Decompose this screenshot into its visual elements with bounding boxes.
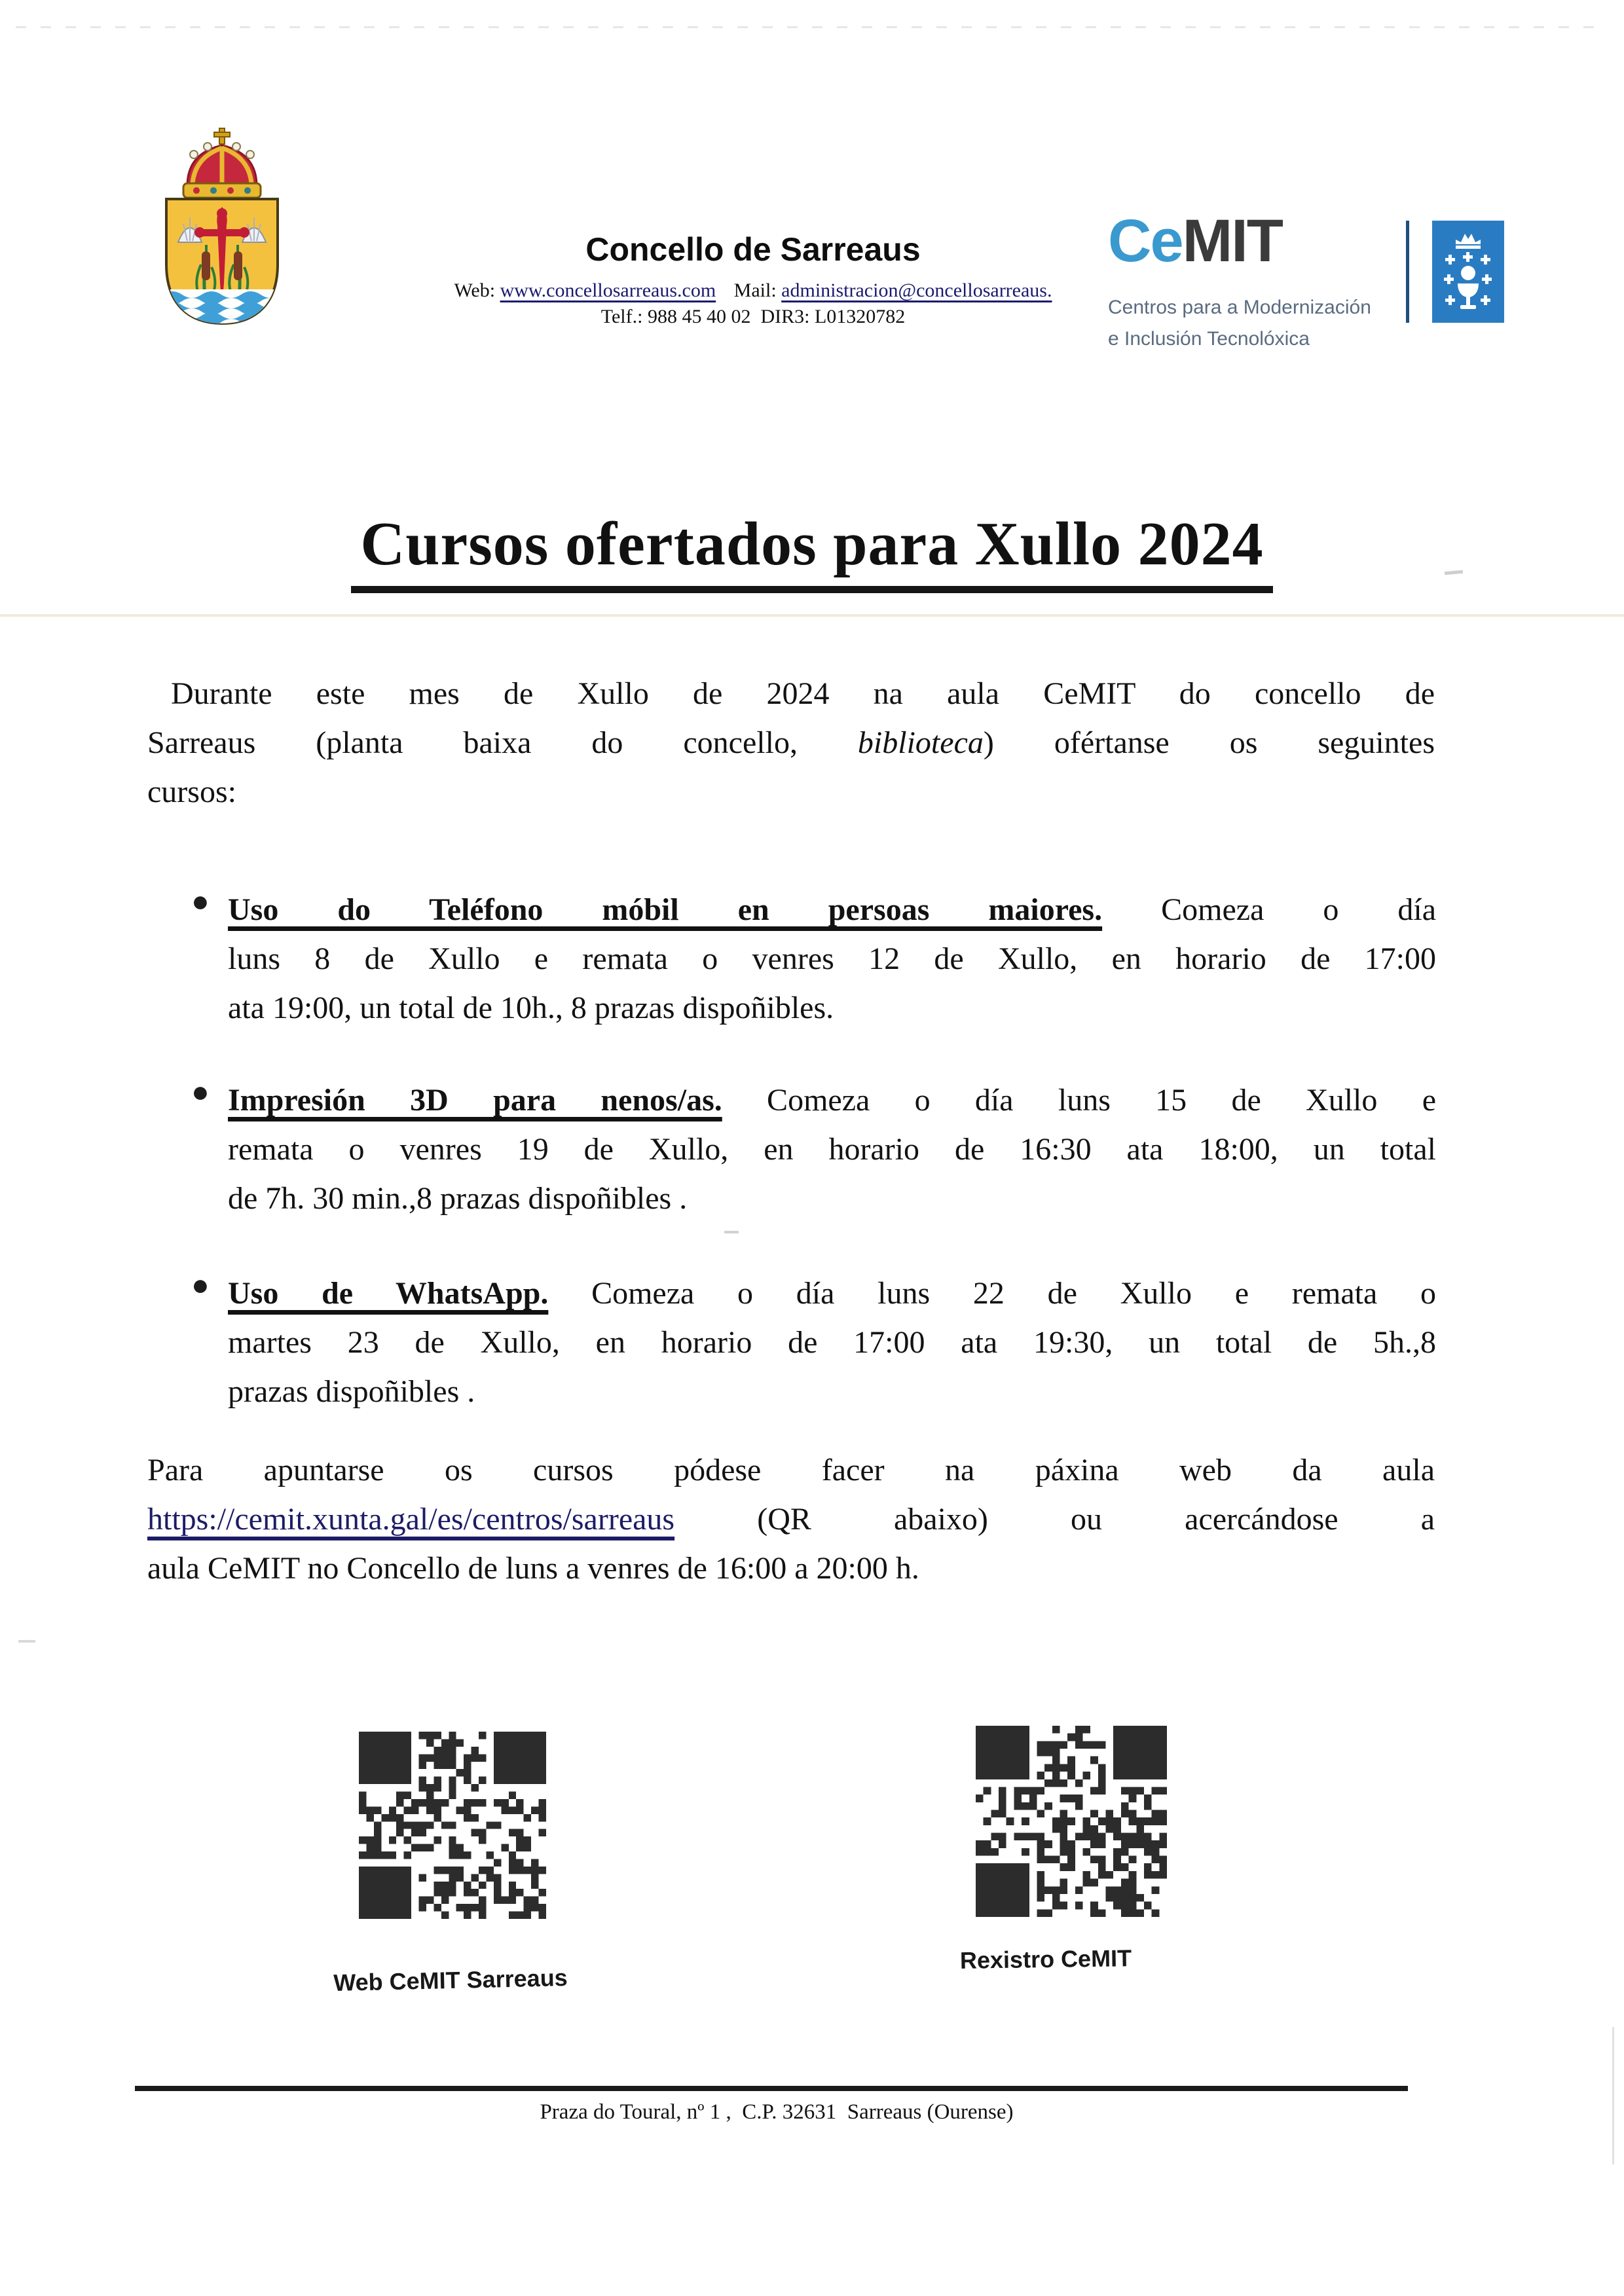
footer-address: Praza do Toural, nº 1 , C.P. 32631 Sarreaus (Ourense) (540, 2100, 1014, 2124)
emblem-host (1461, 266, 1475, 280)
course-1-line-1-rest: Comeza o día (1102, 892, 1437, 927)
footer-rule (135, 2086, 1408, 2091)
phone-dir3-line: Telf.: 988 45 40 02 DIR3: L01320782 (600, 306, 906, 327)
course-1-line-2: luns 8 de Xullo e remata o venres 12 de Xullo, en horario de 17:00 (228, 941, 1436, 976)
sarreaus-coat-of-arms (149, 126, 295, 330)
course-item-telefono-mobil (191, 884, 1437, 1032)
qr-code-web-cemit-sarreaus (359, 1730, 546, 1921)
scan-artifact-dots (724, 1231, 739, 1233)
bullet-icon: ● (191, 884, 210, 918)
intro-line-3: cursos: (147, 774, 236, 809)
course-2-title: Impresión 3D para nenos/as. (228, 1083, 722, 1118)
intro-line-2a: Sarreaus (planta baixa do concello, (147, 725, 858, 760)
scan-artifact-right-line (1612, 2027, 1614, 2164)
intro-line-2 (147, 718, 1435, 767)
registration-line-1: Para apuntarse os cursos pódese facer na páxina web da aula (147, 1453, 1435, 1487)
cemit-tagline-line2: e Inclusión Tecnolóxica (1108, 328, 1310, 350)
bullet-icon: ● (191, 1075, 210, 1108)
course-3-line-2: martes 23 de Xullo, en horario de 17:00 ata 19:30, un total de 5h.,8 (228, 1325, 1436, 1360)
cemit-centre-link[interactable]: https://cemit.xunta.gal/es/centros/sarreaus (147, 1502, 675, 1537)
course-2-line-2: remata o venres 19 de Xullo, en horario de 16:30 ata 18:00, un total (228, 1132, 1436, 1167)
course-1-line-3: ata 19:00, un total de 10h., 8 prazas dispoñibles. (228, 991, 834, 1025)
course-3-line-1 (228, 1269, 1436, 1318)
qr-caption-rexistro: Rexistro CeMIT (959, 1944, 1132, 1974)
registration-paragraph (147, 1446, 1435, 1593)
web-link[interactable]: www.concellosarreaus.com (500, 280, 716, 301)
title-row (0, 512, 1624, 593)
registration-line-3: aula CeMIT no Concello de luns a venres de 16:00 a 20:00 h. (147, 1551, 919, 1586)
cemit-logo-block (1108, 208, 1409, 355)
qr-code-rexistro-cemit (974, 1726, 1168, 1917)
intro-paragraph (147, 669, 1435, 816)
cemit-logo-mit: MIT (1182, 208, 1283, 274)
scan-artifact-left-dash (18, 1640, 35, 1643)
course-2-line-1-rest: Comeza o día luns 15 de Xullo e (722, 1083, 1436, 1118)
bullet-icon: ● (191, 1268, 210, 1302)
intro-biblioteca-italic: biblioteca (857, 725, 984, 760)
contact-line (406, 278, 1100, 304)
course-3-line-3: prazas dispoñibles . (228, 1374, 475, 1409)
mail-label: Mail: (733, 280, 777, 301)
logo-divider-line (1406, 221, 1409, 323)
cemit-logo (1108, 208, 1409, 274)
intro-line-1: Durante este mes de Xullo de 2024 na aula CeMIT do concello de (171, 676, 1435, 711)
xunta-galicia-emblem (1432, 221, 1504, 323)
course-3-title: Uso de WhatsApp. (228, 1276, 549, 1311)
cemit-tagline-line1: Centros para a Modernización (1108, 297, 1371, 318)
course-1-title: Uso do Teléfono móbil en persoas maiores. (228, 892, 1103, 927)
course-3-line-1-rest: Comeza o día luns 22 de Xullo e remata o (548, 1276, 1437, 1311)
page-title: Cursos ofertados para Xullo 2024 (351, 512, 1272, 593)
scan-artifact-under-title (0, 614, 1624, 617)
course-2-line-1 (228, 1076, 1436, 1125)
course-item-impresion-3d (191, 1075, 1436, 1223)
course-item-whatsapp (191, 1268, 1437, 1416)
cemit-tagline (1108, 292, 1409, 355)
scan-artifact-top-line (16, 26, 1608, 28)
course-2-line-3: de 7h. 30 min.,8 prazas dispoñibles . (228, 1181, 688, 1216)
course-1-line-1 (228, 885, 1436, 934)
org-name: Concello de Sarreaus (585, 231, 921, 268)
qr-caption-web: Web CeMIT Sarreaus (333, 1963, 568, 1997)
web-label: Web: (454, 280, 496, 301)
registration-line-2b: (QR abaixo) ou acercándose a (674, 1502, 1435, 1537)
intro-line-2b: ) ofértanse os seguintes (983, 725, 1435, 760)
header-block (406, 232, 1100, 330)
cemit-logo-ce: Ce (1108, 208, 1183, 274)
mail-link[interactable]: administracion@concellosarreaus. (781, 280, 1052, 301)
registration-line-2 (147, 1495, 1435, 1544)
